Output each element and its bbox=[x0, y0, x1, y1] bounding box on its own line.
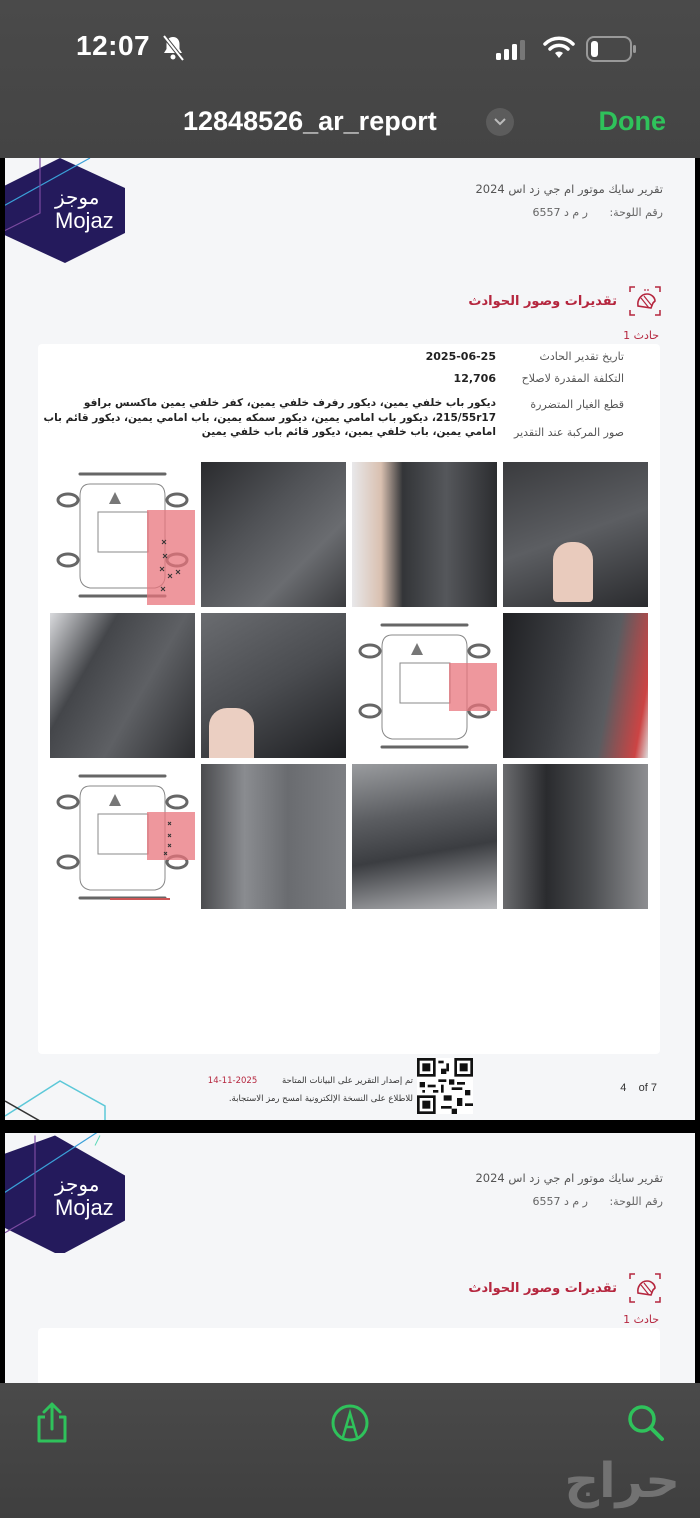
page-footer bbox=[5, 1056, 695, 1120]
photo-rear-door[interactable] bbox=[201, 462, 346, 607]
status-bar bbox=[0, 28, 700, 68]
logo-arabic: موجز bbox=[55, 185, 100, 209]
report-title: تقرير سايك موتور ام جي زد اس 2024 bbox=[475, 182, 663, 196]
logo-english: Mojaz bbox=[55, 1195, 114, 1220]
plate-value: ر م د 6557 bbox=[532, 1195, 588, 1208]
issued-date: 2025-11-14 bbox=[207, 1076, 258, 1086]
plate-label: رقم اللوحة: bbox=[609, 1195, 663, 1208]
logo-text bbox=[55, 186, 135, 234]
plate-label: رقم اللوحة: bbox=[609, 206, 663, 219]
photo-door-interior[interactable] bbox=[503, 764, 648, 909]
row-estimated-cost: التكلفة المقدرة لاصلاح 12,706 bbox=[453, 372, 624, 385]
damage-diagram[interactable] bbox=[50, 764, 195, 909]
search-icon[interactable] bbox=[624, 1401, 668, 1445]
wifi-icon bbox=[543, 36, 575, 60]
cellular-signal-icon bbox=[496, 40, 530, 60]
section-header bbox=[468, 1271, 663, 1305]
report-title: تقرير سايك موتور ام جي زد اس 2024 bbox=[475, 1171, 663, 1185]
haraj-watermark bbox=[490, 1453, 690, 1513]
footer-hex-decoration bbox=[5, 1066, 110, 1120]
car-damage-icon bbox=[627, 1271, 663, 1305]
document-title[interactable]: 12848526_ar_report bbox=[183, 106, 437, 136]
photo-wheel-arch[interactable] bbox=[201, 613, 346, 758]
plate-number bbox=[532, 206, 663, 219]
page-total: of 7 bbox=[638, 1082, 657, 1094]
car-diagram-icon bbox=[352, 613, 497, 758]
row-damaged-parts: قطع الغيار المتضررة ديكور باب خلفي يمين، ديكور رفرف خلفي يمين، كفر خلفي يمين ماكسس برافو 215/55r17، ديكور باب امامي يمين، ديكور سمكه يمين، باب امامي يمين، ديكور قائم باب امامي يمين، باب خلفي يمين، ديكور قائم باب خلفي يمين bbox=[43, 397, 624, 438]
photo-door-panel[interactable] bbox=[503, 462, 648, 607]
section-header bbox=[468, 284, 663, 318]
document-nav-bar bbox=[0, 100, 700, 146]
photo-rear-arch[interactable] bbox=[503, 613, 648, 758]
done-button[interactable]: Done bbox=[598, 106, 666, 136]
car-diagram-icon bbox=[50, 462, 195, 607]
incident-card bbox=[38, 1328, 660, 1383]
incident-label: حادث 1 bbox=[623, 1313, 659, 1326]
logo-text bbox=[55, 1173, 135, 1221]
markup-pen-icon[interactable] bbox=[328, 1401, 372, 1445]
issued-note bbox=[208, 1076, 413, 1086]
battery-low-icon bbox=[586, 36, 638, 62]
pdf-page-5 bbox=[5, 1133, 695, 1383]
title-menu-button[interactable] bbox=[486, 108, 514, 136]
bell-slash-icon bbox=[160, 34, 186, 62]
status-time: 12:07 bbox=[76, 30, 151, 61]
qr-instruction: للاطلاع على النسخة الإلكترونية امسح رمز الاستجابة. bbox=[228, 1094, 413, 1104]
chevron-down-icon bbox=[493, 117, 507, 127]
section-title: تقديرات وصور الحوادث bbox=[468, 293, 617, 309]
share-icon[interactable] bbox=[30, 1401, 74, 1445]
car-damage-icon bbox=[627, 284, 663, 318]
photo-rear-fender[interactable] bbox=[352, 462, 497, 607]
logo-arabic: موجز bbox=[55, 1172, 100, 1196]
logo-english: Mojaz bbox=[55, 208, 114, 233]
incident-details bbox=[24, 350, 624, 440]
photo-side-view[interactable] bbox=[50, 613, 195, 758]
row-incident-date: تاريخ تقدير الحادث 2025-06-25 bbox=[425, 350, 624, 363]
incident-card bbox=[38, 344, 660, 1054]
incident-label: حادث 1 bbox=[623, 329, 659, 342]
watermark-text: حراج bbox=[564, 1453, 680, 1509]
damage-diagram[interactable] bbox=[352, 613, 497, 758]
row-vehicle-photos: صور المركبة عند التقدير bbox=[514, 426, 624, 439]
damage-diagram[interactable] bbox=[50, 462, 195, 607]
photo-lower-panel[interactable] bbox=[201, 764, 346, 909]
pdf-page-4 bbox=[5, 158, 695, 1120]
bottom-toolbar bbox=[0, 1383, 700, 1518]
photo-side-sill[interactable] bbox=[352, 764, 497, 909]
plate-value: ر م د 6557 bbox=[532, 206, 588, 219]
top-bar bbox=[0, 0, 700, 158]
section-title: تقديرات وصور الحوادث bbox=[468, 1280, 617, 1296]
qr-code[interactable] bbox=[417, 1058, 473, 1114]
plate-number bbox=[532, 1195, 663, 1208]
issued-text: تم إصدار التقرير على البيانات المتاحة bbox=[281, 1076, 413, 1086]
car-diagram-icon bbox=[50, 764, 195, 909]
page-current: 4 bbox=[620, 1082, 627, 1094]
photo-grid bbox=[50, 462, 648, 909]
page-number bbox=[620, 1082, 657, 1094]
